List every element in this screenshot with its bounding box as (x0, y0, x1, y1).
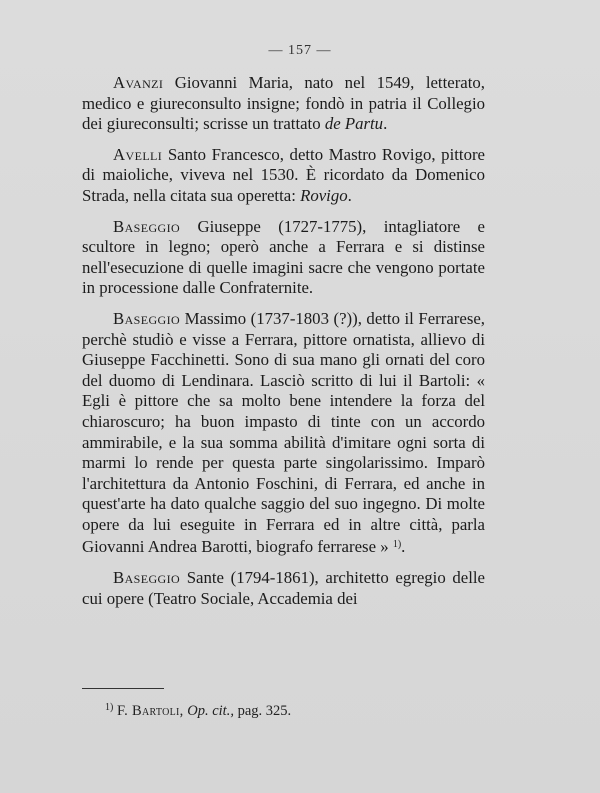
entry-baseggio-sante (82, 568, 485, 609)
entry-text: Santo Francesco, detto Mastro Rovigo, pittore di maioliche, viveva nel 1530. È ricordato da Domenico Strada, nella citata sua operetta: (82, 144, 485, 205)
entry-surname: Baseggio (113, 308, 181, 328)
footnote-work: Op. cit., (187, 703, 234, 719)
page-body (82, 73, 485, 619)
entry-italic: de Partu (324, 114, 384, 134)
entry-text: Massimo (1737-1803 (?)), detto il Ferrarese, perchè studiò e visse a Ferrara, pittore ornatista, allievo di Giuseppe Facchinetti. Sono di sua mano gli ornati del coro del duomo di Lendinara. Lasciò scritto di lui il Bartoli: « Egli è pittore che sa molto bene intendere la forza del chiaroscuro; ha buon impasto di tinte con un accordo ammirabile, e la sua somma abilità d'imitare ogni sorta di marmi lo rende per questa parte singolarissimo. Imparò l'architettura da Antonio Foschini, di Ferrara, ed anche in quest'arte ha dato qualche saggio del suo ingegno. Di molte opere da lui eseguite in Ferrara ed in altre città, parla Giovanni Andrea Barotti, biografo ferrarese » (82, 308, 485, 557)
entry-avelli (82, 145, 485, 207)
footnote-ref: 1) (392, 539, 402, 551)
entry-text-end: . (383, 114, 388, 134)
entry-avanzi (82, 73, 485, 135)
entry-text: Giuseppe (1727-1775), intagliatore e scultore in legno; operò anche a Ferrara e si distinse nell'esecuzione di quelle imagini sacre che vengono portate in processione dalle Confraternite. (82, 216, 485, 298)
entry-surname: Baseggio (113, 216, 181, 236)
entry-text: Sante (1794-1861), architetto egregio delle cui opere (Teatro Sociale, Accademia dei (82, 568, 485, 608)
entry-baseggio-giuseppe (82, 217, 485, 299)
entry-surname: Avelli (113, 144, 163, 164)
footnote-divider (82, 688, 164, 689)
footnote (105, 702, 291, 720)
footnote-rest: pag. 325. (233, 703, 292, 719)
entry-surname: Avanzi (113, 73, 164, 92)
entry-surname: Baseggio (113, 568, 181, 588)
footnote-author: F. Bartoli, (116, 703, 184, 719)
page-number: — 157 — (268, 43, 332, 58)
entry-italic: Rovigo (300, 185, 348, 205)
entry-text: Giovanni Maria, nato nel 1549, letterato, medico e giureconsulto insigne; fondò in patria il Collegio dei giureconsulti; scrisse un trattato (82, 73, 485, 134)
entry-text-end: . (347, 185, 352, 205)
entry-baseggio-massimo (82, 309, 485, 558)
footnote-marker: 1) (105, 702, 114, 713)
entry-text-end: . (401, 537, 406, 557)
